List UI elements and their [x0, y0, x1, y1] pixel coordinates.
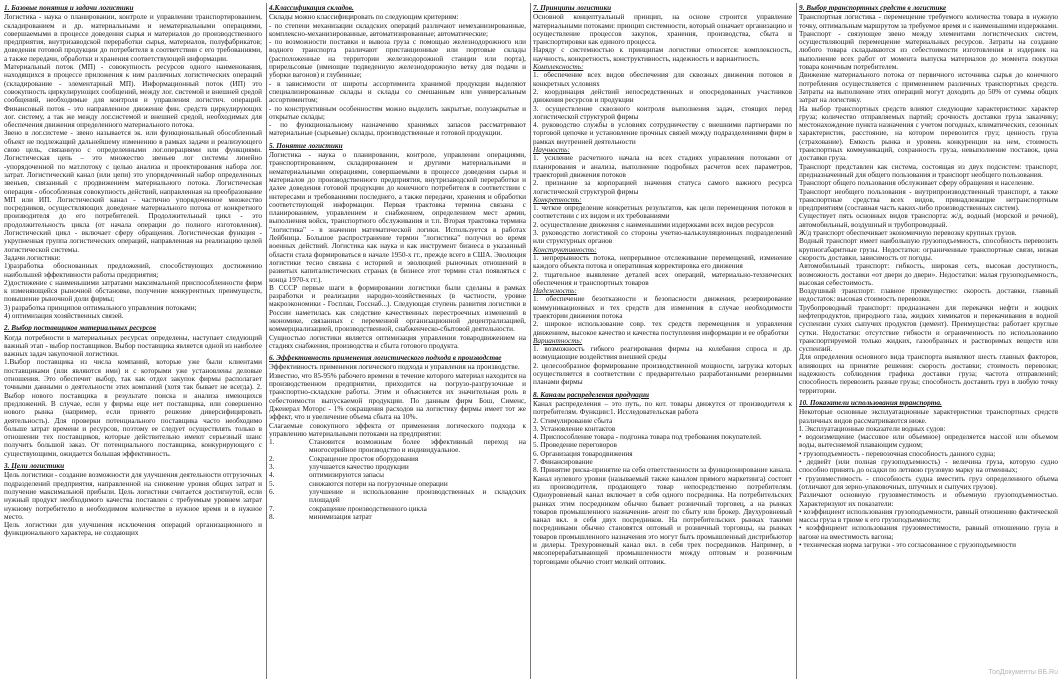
list-item: [269, 513, 526, 521]
paragraph: Автомобильный транспорт: гибкость, широкая сеть, высокая доступность, возможность доставки «от двери до двери». Недостатки: малая грузоподъемность, высокая себестоимость.: [799, 262, 1058, 287]
paragraph: Для определения основного вида транспорта выявляют шесть главных факторов, влияющих на принятие решения: скорость доставки; стоимость перевозки; надежность соблюдения графика доставки груза; частота отправлений; способность перевозить разные грузы; способность доставить груз в любую точку территории.: [799, 353, 1058, 395]
subheading: Комплексность:: [533, 63, 584, 72]
list-item: • грузовместимость - способность судна вместить груз определенного объема (отличают для зерно-упаковочных, штучных и сыпучих грузов).: [799, 474, 1058, 491]
list-item: [269, 463, 526, 471]
list-item: 2. Стимулирование сбыта: [533, 416, 613, 425]
paragraph: Транспорт необщего пользования - внутрипроизводственный транспорт, а также транспортные средства всех видов, принадлежащие нетранспортным предприятиям (составная часть каких-либо производственных систем).: [799, 187, 1058, 213]
section-title-7: 7. Принципы логистики: [533, 4, 612, 12]
list-item: 2. осуществление движения с наименьшими издержками всех видов ресурсов: [533, 220, 774, 229]
list-item: 1. непрерывность потока, непрерывное отслеживание перемещений, изменение каждого объекта потока и оперативная корректировка его движения: [533, 253, 792, 271]
list-item: 4. Приспособление товара - подгонка товара под требования покупателей.: [533, 433, 762, 442]
list-item: [269, 488, 526, 505]
list-item: 1. четкое определение конкретных результатов, как цели перемещения потоков в соответствии с их видом и их требованиями: [533, 204, 792, 221]
paragraph: Логистика - наука о планировании, контроле и управлении транспортированием, складированием и др. материальными и нематериальными операциями, совершаемыми в процессе доведения сырья и материалов до производственного предприятия, внутризаводской переработки сырья, материалов, полуфабрикатов; доведения готовой продукции до потребителя в соответствии с его требованиями, а также передачи, обработки и хранения соответствующей информации.: [4, 13, 262, 63]
list-item: 2. признание за корпорацией значения статуса самого важного ресурса логистической структурой фирмы: [533, 179, 792, 196]
list-item: 4. руководство службы в условиях сотрудничеству с внешними партнерами по торговой цепочке и установление прочных связей между подразделениями фирм в рамках внутренней деятельности: [533, 121, 792, 146]
section-title-8: 8. Каналы распределения продукции: [533, 390, 650, 399]
paragraph: - по конструктивным особенностям можно выделить закрытые, полузакрытые и открытые склады;: [269, 104, 526, 121]
paragraph: Трубопроводный транспорт: предназначен для перекачки нефти и жидких нефтепродуктов, природного газа, жидких химикатов и перекачивания в водной суспензии сухих сыпучих продуктов (цемент). Преимущества: работает круглые сутки. Недостатки: отсутствие гибкости и ограниченность по использованию транспортируемой только жидких, газообразных и растворимых веществ или суспензий.: [799, 303, 1058, 354]
subheading: Конкретность:: [533, 195, 582, 204]
paragraph: - по степени механизации складских операций различают немеханизированные, комплексно-механизированные, автоматизированные; автоматические;: [269, 21, 526, 38]
list-item: 3) разработка принципов оптимального управления потоками;: [4, 303, 197, 312]
list-item-text: оптимизируются запасы: [309, 471, 385, 480]
subheading: Вариантность:: [533, 336, 583, 345]
paragraph: Существует пять основных видов транспорта: ж/д, водный (морской и речной), автомобильный, воздушный и трубопроводный.: [799, 212, 1058, 229]
list-item: 1. возможность гибкого реагирования фирмы на колебания спроса и др. возмущающие воздействия внешней среды: [533, 345, 792, 362]
section-title-10: 10. Показатели использования транспорта.: [799, 398, 942, 407]
list-item: 2. тщательное выявление деталей всех операций, материально-технических обеспечения и транспортных товаров: [533, 270, 792, 287]
list-item-number: 8.: [269, 512, 275, 521]
list-item: 3. руководство логистикой со стороны учетно-кальклуляционных подразделений или структурных органов: [533, 229, 792, 246]
paragraph: Транспорт общего пользования обслуживает сферу обращения и население.: [799, 179, 1034, 188]
list-item: • коэффициент использования грузовместимости, равный отношению груза в вагоне на вместимость вагона;: [799, 524, 1058, 541]
channel-functions-list: [533, 417, 792, 467]
paragraph: - по функциональному назначению хранимых запасов рассматривают материальные (сырьевые) склады, производственные и готовой продукции.: [269, 121, 526, 138]
list-item: 4) оптимизация хозяйственных связей.: [4, 311, 124, 320]
list-item: 3. осуществление сквозного контроля выполнения задач, стоящих перед логистической структурой фирмы: [533, 104, 792, 121]
section-title-5: 5. Понятие логистики: [269, 141, 343, 150]
paragraph: Канал распределения – это путь, по кот. товары движутся от производителя к потребителям. Функции:1. Исследовательская работа: [533, 399, 792, 417]
paragraph: Ж/д транспорт обеспечивает экономичную перевозку крупных грузов.: [799, 229, 1017, 238]
list-item-number: 6.: [269, 487, 275, 496]
list-item: [269, 471, 526, 479]
column-4: [796, 3, 1060, 679]
section-title-9: 9. Выбор транспортных средств в логистике: [799, 4, 947, 12]
paragraph: Материальный поток (МП) - совокупность ресурсов одного наименования, находящихся в процессе приложения к ним различных логистических операций (складирование - элементарный МП). Информационный поток (ИП) это совокупность циркулирующих сообщений, между лог. системой и внешней средой сообщений, необходимые для контроля и управления логистич. операций. Финансовый поток - это направленное движение фин. средств циркулирующих лог. систему, а так же между лог.системой и внешней средой, необходимых для обеспечения движения определенного материального потока.: [4, 63, 262, 130]
list-item: • грузоподъемность - перевозочная способность данного судна;: [799, 449, 996, 458]
list-item: 7. Финансирование: [533, 458, 593, 467]
paragraph: Водный транспорт имеет наибольшую грузоподъемность, способность перевозить крупногабаритные грузы. Недостатки: ограниченные транспортные связи, низкая скорость доставки, зависимость от погоды.: [799, 237, 1058, 262]
list-item: 2. широкое использование совр. тех средств перемещения и управления движением, высокое качество и качества поступления информации и ее обработки: [533, 320, 792, 337]
paragraph: Транспорт представлен как система, состоящая из двух подсистем: транспорт, предназначенный для общего пользования и транспорт необщего пользования.: [799, 162, 1058, 179]
section-title-6: 6. Эффективность применения логистического подхода в производстве: [269, 354, 502, 363]
list-item: [269, 455, 526, 463]
list-item: [269, 505, 526, 513]
list-item-number: 1.: [269, 438, 275, 447]
paragraph: Некоторые основные эксплуатационные характеристики транспортных средств различных видов рассматриваются ниже.: [799, 408, 1058, 425]
list-item-number: 2.: [269, 454, 275, 463]
paragraph: Когда потребности в материальных ресурсах определены, наступает следующий важный этап - выбор поставщиков. Выбор поставщика является одной из наиболее важных задач закупочной логистики.: [4, 333, 262, 359]
list-item: 2. целесообразное формирование производственной мощности, загрузка которых осуществляется в соответствии с предварительно разработанными резервными планами фирмы: [533, 361, 792, 387]
list-item-number: 4.: [269, 471, 275, 480]
section-title-4: 4.Классификация складов.: [269, 4, 354, 12]
list-item-text: минимизация затрат: [309, 512, 372, 521]
list-item-number: 7.: [269, 504, 275, 513]
list-item-text: снижаются потери на погрузочные операции: [309, 479, 448, 488]
paragraph: Наряду с системностью к принципам логистики относятся: комплексность, научность, конкретность, конструктивность, надежность и вариантность.: [533, 46, 792, 63]
list-item: • коэффициент использования грузоподъемности, равный отношению фактической массы груза в трюме к его грузоподъемности;: [799, 507, 1058, 525]
column-1: [2, 3, 264, 679]
list-item: [269, 438, 526, 455]
list-item: • дедвейт (или полная грузоподъемность) - величина груза, которую судно способно принять до осадки по летнюю грузовую марку на отменных;: [799, 458, 1058, 475]
column-2: [266, 3, 528, 679]
paragraph: Движение материального потока от первичного источника сырья до конечного потребления осуществляется с применением различных транспортных средств. Затраты на выполнение этих операций могут доходить до 50% от суммы общих затрат на логистику.: [799, 71, 1058, 105]
list-item: 1. усиление расчетного начала на всех стадиях управления потоками от планирования и анализа, выполнение подробных расчетов всех параметров, траекторий движения потоков: [533, 154, 792, 179]
paragraph: Основной концептуальный принцип, на основе строится управление материальными потоками: принцип системности, который означает организацию и осуществление процессов закупок, хранения, производства, сбыта и транспортировки как единого процесса.: [533, 13, 792, 47]
subheading: Конструктивность:: [533, 245, 597, 254]
list-item: 2)достижение с наименьшими затратами максимальной приспособленности фирм к изменяющейся рыночной обстановке, получение конкурентных преимуществ, повышение рыночной доли фирмы;: [4, 278, 262, 304]
list-item-number: 3.: [269, 463, 275, 472]
paragraph: 8. Принятие риска-принятие на себя ответственности за функционирование канала. Канал нулевого уровня (называемый также каналом прямого маркетинга) состоит из производителя, продающего товар непосредственно потребителям. Одноуровневый канал включает в себя одного посредника. На потребительских рынках этим посредником обычно бывает розничный торговец, а на рынках товаров промышленного назначения- агент по сбыту или брокер. Двухуровневый канал вкл. в себя двух посредников. На потребительских рынках такими посредниками обычно становятся оптовый и розничный торговцы, на рынках товаров промышленного назначения это могут быть промышленный дистрибьютор и дилеры. Трехуровневый канал вкл. в себя трех посредников. Например, в мясоперерабатывающей промышленности между оптовым и розничным торговцами обычно стоит мелкий оптовик.: [533, 466, 792, 566]
paragraph: В СССР первые шаги в формировании логистики были сделаны в рамках разработки и реализации народно-хозяйственных (в частности, уровне макроэкономики - Госплан, Госснаб...). Следующая ступень развития логистики в России наметилась как следствие качественных перестроечных изменений в экономике, связанных с переменной организационной децентрализацией, коммерциализацией, производственной, снабженческо-сбытовой деятельности.: [269, 283, 526, 334]
paragraph: Воздушный транспорт: главное преимущество: скорость доставки, главный недостаток: высокая стоимость перевозки.: [799, 287, 1058, 304]
list-item-text: улучшается качество продукции: [309, 463, 409, 472]
list-item: • техническая норма загрузки - это согласованное с грузоподъемности: [799, 541, 1017, 549]
section-title-3: 3. Цели логистики: [4, 462, 65, 471]
paragraph: - по возможности поставки и вывоза груза с помощью железнодорожного или водного транспорта различают пристанционные или портовые склады (расположенные на территории железнодорожной станции или порта), прирельсовые (имеющие подведенную железнодорожную ветку для подачи и уборки вагонов) и глубинные;: [269, 38, 526, 80]
paragraph: Логистика - наука о планировании, контроле, управлении операциями, транспортированием, складированием и другими материальными и нематериальными операциями, совершаемыми в процессе доведения сырья и материалов до производственного предприятия, внутризаводской переработки и далее доведения готовой продукции до конечного потребителя в соответствии с интересами и требованиями последнего, а также передачи, хранения и обработки соответствующей информации. Первая трактовка термина связана с планированием, управлением и снабжением, определением мест армии, выполнения войск, транспортного обслуживания и т.п. Вторая трактовка термина "логистика" - в значении математической логики. Используется в работах Лейбница. Большое распространение термин "логистика" получил во время военных действий. Логистика как наука и как инструмент бизнеса в указанный области стала формироваться в начале 1950-х гг., прежде всего в США. Эволюция логистики тесно связана с историей и эволюцией рыночных отношений в развитых капиталистических странах (в бизнесе этот термин стал появляться с конца 1970-х гг.).: [269, 151, 526, 284]
list-item: 6. Организация товародвижения: [533, 449, 633, 458]
list-item: 3. Установление контактов: [533, 424, 616, 433]
list-item: 1. обеспечение безотказности и безопасности движения, резервирование коммуникационных и тех средств для изменения в случае необходимости траектории движения потока: [533, 295, 792, 320]
paragraph: Цель логистики для улучшения исключения операций организационного и функционального характера, не создающих: [4, 521, 262, 538]
paragraph: Цель логистики - создание возможности для улучшения деятельности отгрузочных подразделений предприятия, направленной на снижение уровня общих затрат и получение максимальной прибыли. Цель логистики считается достигнутой, если нужный продукт необходимого качества поставлен с требуемым уровнем затрат нужному потребителю в необходимом количестве в нужное время и в нужное место.: [4, 471, 262, 521]
paragraph: Транспортная логистика - перемещение требуемого количества товара в нужную точку, оптимальным маршрутом за требуемое время и с наименьшими издержками. Транспорт - связующее звено между элементами логистических систем, осуществляющий перемещение материальных ресурсов. Затраты на создание любого товара складываются из себестоимости изготовления и издержек на выполнение всех работ от момента выпуска материалов до момента покупки товара конечным потребителем.: [799, 13, 1058, 72]
effects-list: [269, 438, 526, 521]
list-item-text: сокращение производственного цикла: [309, 504, 427, 513]
paragraph: Задачи логистики:: [4, 253, 61, 262]
subheading: Научность:: [533, 146, 570, 155]
list-item-text: Сокращение простоя оборудования: [309, 454, 419, 463]
paragraph: 1.Выбор поставщика из числа компаний, которые уже были клиентами поставщиками (или являются ими) и с которыми уже установлены деловые отношения. Это обеспечит выбор, так как отдел закупок фирмы располагает точными данными о деятельности этих компаний (хотя так бывает не всегда). 2. Выбор нового поставщика в результате поиска и анализа имеющихся предложений. В случае, если у фирмы еще нет поставщика, или совершенно нового рынка (например, если принято решение диверсифицировать деятельность). Для проверки потенциального поставщика часто необходимо больше затрат времени и ресурсов, поэтому ее следует осуществлять только в отношении тех поставщиков, которые действительно имеют серьезный шанс получить большой заказ. От потенциального поставщика, конкурирующего с существующими, ожидается большая эффективность.: [4, 358, 262, 458]
paragraph: Сущностью логистики является оптимизация управления товародвижением на стадиях снабжения, производства и сбыта готового продукта.: [269, 333, 526, 350]
list-item: [269, 480, 526, 488]
section-title-2: 2. Выбор поставщиков материальных ресурсов: [4, 324, 156, 333]
list-item: • водоизмещение (массовое или объемное) определяется массой или объемом воды, вытесняемой плавающим судном;: [799, 433, 1058, 450]
list-item: 1. обеспечение всех видов обеспечения для сквозных движения потоков в конкретных условиях: [533, 71, 792, 88]
paragraph: Слагаемые совокупного эффекта от применения логического подхода к управлению материальными потоками на предприятии:: [269, 421, 526, 438]
paragraph: Эффективность применения логического подхода и управления на производстве.: [269, 363, 520, 372]
paragraph: Известно, что 85-95% рабочего времени в течение которого материал находится на производственном предприятии, приходится на погрузо-разгрузочные и транспортно-складские работы. Этим и объясняется их значительная роль в себестоимости выпускаемой продукции. По данным фирм Бош, Сименс, Джеиерал Моторс - 1% сокращения расходов на логистику фирмы имеет тот же эффект, что и увеличение объема сбыта на 10%.: [269, 371, 526, 422]
list-item-number: 5.: [269, 479, 275, 488]
list-item-text: улучшение и использование производственных и складских площадей: [309, 487, 526, 505]
column-3: [530, 3, 794, 679]
list-item-text: Становится возможным более эффективный переход на многосерийное производство и индивидуальное.: [309, 438, 526, 455]
section-title-1: 1. Базовые понятия и задачи логистики: [4, 4, 134, 12]
paragraph: Звено в лог.системе - звено называется эк. или функциональный обособленный объект не подлежащий дальнейшему изменению в рамках задачи и реализующего свою цель, связанную с определенными лог.операциями или функциями. Логистическая цепь – это множество звеньев лог системы линейно -упорядоченной по мат.потоку с целью анализа и проектирования набора лог. затрат. Логистический канал (или цепи) это упорядоченный набор определенных звеньев, связанный с продвижением материального потока. Логистическая операция - обособленная совокупность действий, направленная на преобразование МП или ИП. Логистический канал - частично упорядоченное множество посредников, осуществляющих доведение материального потока от конкретного производителя до его потребителей. Продолжительный цикл - это продолжительность цикла (от начала операции до полного изготовления). Логистический цикл - включает сферу обращения. Логистическая функция - укрупненная группа логистических операций, направленная на реализацию целей логистической системы.: [4, 129, 262, 254]
watermark: ТопДокументы ВБ.Ru: [988, 669, 1058, 676]
paragraph: Различают основную грузовместимость и объемную грузоподъемностью. Характеризуют их показатели:: [799, 491, 1058, 508]
list-item: 1)разработка обоснованных предложений, способствующих достижению наибольшей эффективности работы предприятия;: [4, 262, 262, 279]
subheading: I. Эксплуатационные показатели водных судов:: [799, 424, 946, 433]
paragraph: На выбор транспортных средств влияют следующие характеристики: характер груза; количество отправляемых партий; срочность доставки груза заказчику; местонахождение пункта назначения с учетом погодных, климатических, сезонных характеристик, расстояние, на котором перевозится груз; ценность груза (страхование). Емкость рынка и уровень конкуренции на нем, стоимость транспортных коммуникаций, сохранность груза, невыполнение поставок, цена доставки груза.: [799, 104, 1058, 163]
subheading: Надежность:: [533, 287, 577, 296]
paragraph: - в зависимости от широты ассортимента хранимой продукции выделяют специализированные склады и склады со смешанным или универсальным ассортиментом;: [269, 79, 526, 105]
paragraph: Склады можно классифицировать по следующим критериям:: [269, 13, 459, 22]
list-item: 5. Проведение переговоров: [533, 441, 617, 450]
list-item: 2. координация действий непосредственных и опосредованных участников движения ресурсов и продукции: [533, 87, 792, 105]
